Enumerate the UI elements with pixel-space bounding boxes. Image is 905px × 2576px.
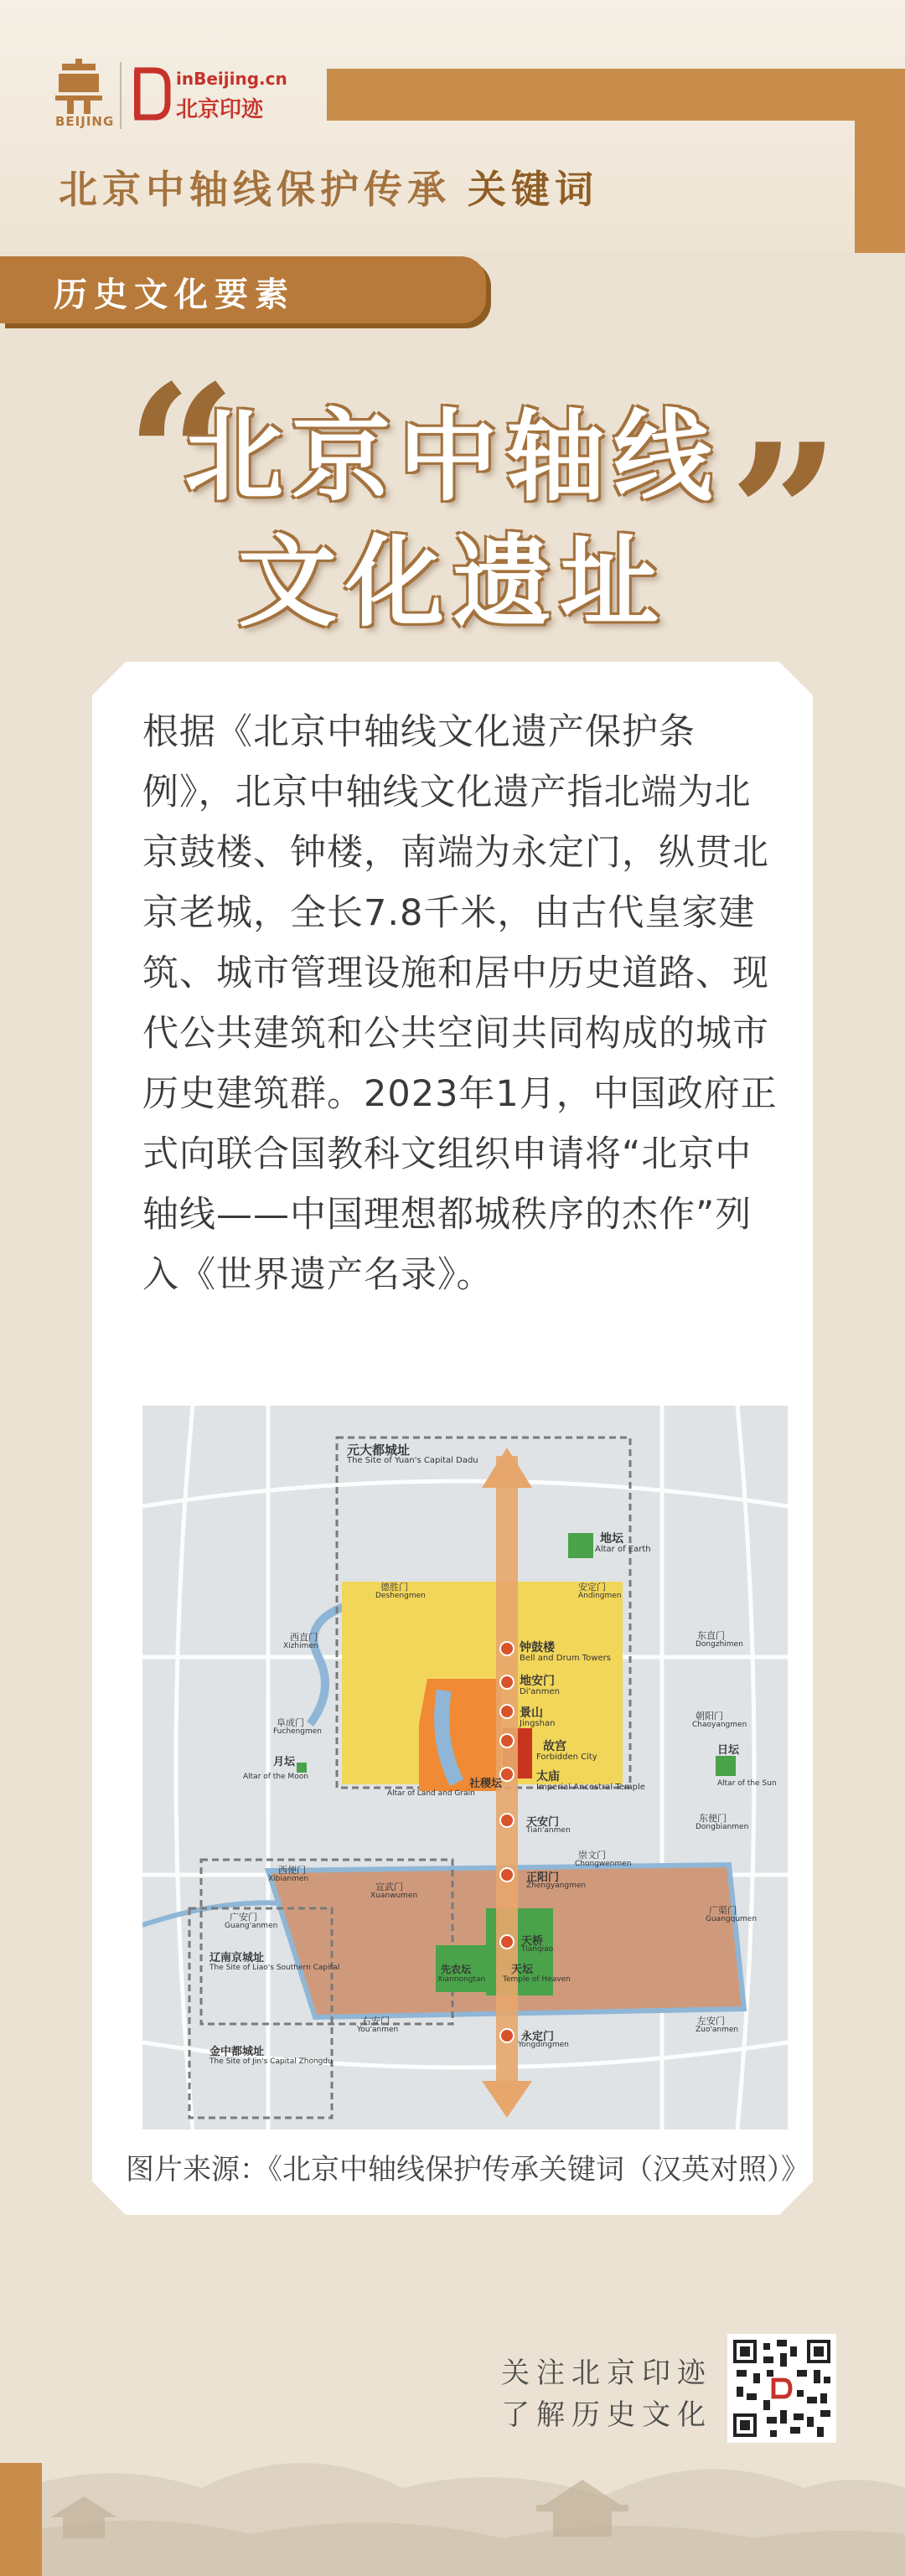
label-xiannongtan: 先农坛 — [441, 1964, 472, 1975]
label-zuoanmen-en: Zuo'anmen — [696, 2026, 739, 2034]
series-keyword: 关键词 — [468, 167, 598, 212]
label-jingshan-en: Jingshan — [520, 1719, 556, 1728]
label-zuoanmen: 左安门 — [697, 2016, 725, 2026]
site-domain: inBeijing.cn — [176, 69, 287, 89]
footer-line2: 了解历史文化 — [501, 2398, 712, 2432]
label-jingshan: 景山 — [520, 1706, 543, 1720]
logo-group — [50, 59, 318, 134]
label-gugong: 故宫 — [543, 1740, 566, 1753]
label-fuchengmen-en: Fuchengmen — [273, 1727, 323, 1736]
label-yongdingmen-en: Yongdingmen — [518, 2041, 569, 2049]
label-dianmen: 地安门 — [520, 1675, 555, 1688]
label-deshengmen: 德胜门 — [380, 1582, 408, 1593]
axis-map — [142, 1406, 788, 2129]
label-zhonggulou-en: Bell and Drum Towers — [520, 1654, 611, 1663]
page-title — [0, 394, 905, 645]
label-shejitan: 社稷坛 — [469, 1778, 503, 1790]
label-zhengyangmen: 正阳门 — [526, 1871, 560, 1884]
label-chaoyangmen-en: Chaoyangmen — [692, 1721, 747, 1729]
section-tab — [0, 256, 486, 323]
label-liaonanjing: 辽南京城址 — [209, 1952, 265, 1964]
label-shejitan-en: Altar of Land and Grain — [387, 1789, 475, 1798]
section-tab-label: 历史文化要素 — [54, 275, 295, 314]
label-guangqumen-en: Guangqumen — [706, 1915, 758, 1923]
label-yuetan: 月坛 — [273, 1756, 296, 1768]
label-deshengmen-en: Deshengmen — [375, 1592, 426, 1600]
image-caption: 图片来源：《北京中轴线保护传承关键词（汉英对照）》 — [126, 2153, 809, 2186]
label-taimiao: 太庙 — [536, 1770, 560, 1784]
label-xizhimen: 西直门 — [290, 1632, 318, 1643]
series-title-text: 北京中轴线保护传承 — [59, 167, 451, 212]
label-guangqumen: 广渠门 — [709, 1905, 737, 1916]
label-yongdingmen: 永定门 — [521, 2031, 555, 2043]
series-title — [59, 159, 598, 214]
label-xizhimen-en: Xizhimen — [283, 1642, 318, 1650]
label-ritan: 日坛 — [717, 1744, 740, 1757]
footer-line1: 关注北京印迹 — [501, 2357, 712, 2390]
label-dianmen-en: Di'anmen — [520, 1687, 560, 1696]
label-youanmen: 右安门 — [362, 2016, 390, 2026]
label-tiananmen-en: Tian'anmen — [526, 1826, 571, 1835]
label-dongbianmen-en: Dongbianmen — [696, 1823, 749, 1831]
label-taimiao-en: Imperial Ancestral Temple — [536, 1783, 645, 1792]
label-fuchengmen: 阜成门 — [277, 1717, 304, 1728]
label-jinzhongdu: 金中都城址 — [209, 2046, 265, 2058]
footer-accent-strip — [0, 2463, 42, 2576]
page-title-line1: 北京中轴线 — [184, 398, 721, 514]
label-jinzhongdu-en: The Site of Jin's Capital Zhongdu — [209, 2057, 333, 2066]
qr-code-icon[interactable] — [727, 2334, 836, 2443]
label-dongzhimen: 东直门 — [697, 1630, 725, 1641]
qr-code-graphic — [730, 2336, 834, 2440]
label-youanmen-en: You'anmen — [357, 2026, 399, 2034]
label-yuan-dadu: 元大都城址 — [347, 1443, 411, 1458]
page-title-line2: 文化遗址 — [237, 524, 667, 640]
label-andingmen-en: Andingmen — [578, 1592, 622, 1600]
label-guanganmen-en: Guang'anmen — [225, 1922, 278, 1930]
label-ritan-en: Altar of the Sun — [717, 1779, 777, 1788]
header-accent-drop — [855, 69, 905, 253]
label-guanganmen: 广安门 — [230, 1912, 257, 1923]
label-xuanwumen: 宣武门 — [375, 1882, 403, 1892]
label-xibianmen-en: Xibianmen — [268, 1875, 309, 1883]
label-xuanwumen-en: Xuanwumen — [370, 1892, 418, 1900]
label-tianqiao: 天桥 — [521, 1935, 544, 1948]
label-andingmen: 安定门 — [578, 1582, 606, 1593]
label-zhonggulou: 钟鼓楼 — [520, 1641, 555, 1655]
brand-name: 北京印迹 — [176, 97, 264, 122]
label-dongbianmen: 东便门 — [699, 1813, 727, 1824]
close-quote-mark: ” — [729, 402, 840, 628]
label-xibianmen: 西便门 — [278, 1865, 306, 1876]
label-yuan-dadu-en: The Site of Yuan's Capital Dadu — [347, 1456, 478, 1465]
label-tiananmen: 天安门 — [526, 1816, 560, 1829]
label-tianqiao-en: Tianqiao — [521, 1945, 554, 1954]
header-accent-strip — [327, 69, 905, 121]
label-chongwenmen: 崇文门 — [578, 1850, 606, 1861]
body-paragraph: 根据《北京中轴线文化遗产保护条例》，北京中轴线文化遗产指北端为北京鼓楼、钟楼，南端为永定门，纵贯北京老城，全长7.8千米，由古代皇家建筑、城市管理设施和居中历史道路、现代公共建筑和公共空间共同构成的城市历史建筑群。2023年1月，中国政府正式向联合国教科文组织申请将“北京中轴线——中国理想都城秩序的杰作”列入《世界遗产名录》。 — [142, 711, 778, 1296]
beijing-logo-text: BEIJING — [55, 114, 115, 129]
label-yuetan-en: Altar of the Moon — [243, 1773, 308, 1781]
label-zhengyangmen-en: Zhengyangmen — [526, 1882, 587, 1890]
label-ditan-en: Altar of Earth — [595, 1545, 651, 1554]
label-liaonanjing-en: The Site of Liao's Southern Capital — [209, 1964, 340, 1972]
label-chongwenmen-en: Chongwenmen — [575, 1860, 632, 1868]
label-tiantan-en: Temple of Heaven — [503, 1975, 571, 1984]
open-quote-mark: “ — [126, 343, 237, 570]
label-chaoyangmen: 朝阳门 — [696, 1711, 723, 1722]
footer-slogan — [501, 2352, 712, 2436]
label-xiannongtan-en: Xiannongtan — [437, 1975, 486, 1984]
label-ditan: 地坛 — [600, 1532, 623, 1546]
label-gugong-en: Forbidden City — [536, 1753, 597, 1762]
label-dongzhimen-en: Dongzhimen — [696, 1640, 743, 1649]
label-tiantan: 天坛 — [511, 1964, 534, 1976]
